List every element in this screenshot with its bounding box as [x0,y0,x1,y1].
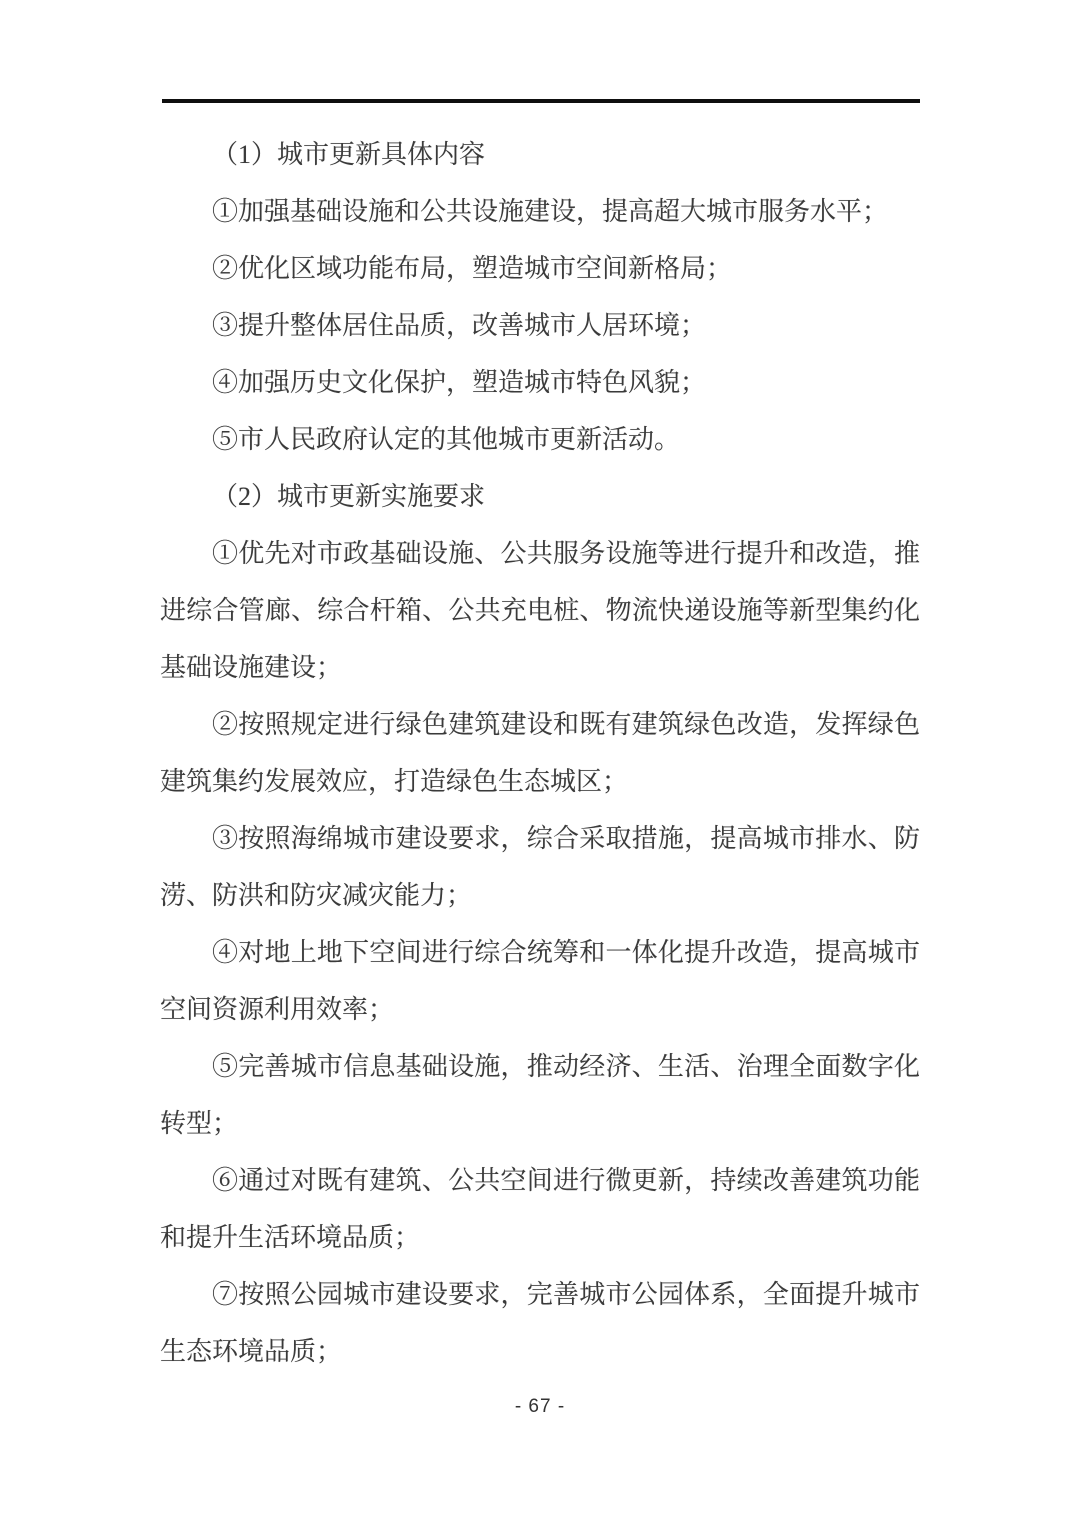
text-line: 和提升生活环境品质； [160,1223,421,1252]
text-line: ⑤完善城市信息基础设施，推动经济、生活、治理全面数字化 [212,1052,920,1081]
text-line: ③提升整体居住品质，改善城市人居环境； [212,311,707,340]
text-line: ①加强基础设施和公共设施建设，提高超大城市服务水平； [212,197,889,226]
text-line: 转型； [160,1109,239,1138]
text-line: ⑦按照公园城市建设要求，完善城市公园体系，全面提升城市 [212,1280,920,1309]
page-number: - 67 - [514,1396,566,1417]
text-line: 空间资源利用效率； [160,995,395,1024]
text-line: 建筑集约发展效应，打造绿色生态城区； [160,767,629,796]
text-line: ③按照海绵城市建设要求，综合采取措施，提高城市排水、防 [212,824,920,853]
header-rule [162,99,920,103]
text-line: ⑤市人民政府认定的其他城市更新活动。 [212,425,681,454]
text-line: 进综合管廊、综合杆箱、公共充电桩、物流快递设施等新型集约化 [160,596,920,625]
text-line: 生态环境品质； [160,1337,343,1366]
text-line: ④对地上地下空间进行综合统筹和一体化提升改造，提高城市 [212,938,920,967]
text-line: 涝、防洪和防灾减灾能力； [160,881,473,910]
text-line: ②优化区域功能布局，塑造城市空间新格局； [212,254,733,283]
text-line: ②按照规定进行绿色建筑建设和既有建筑绿色改造，发挥绿色 [212,710,920,739]
text-line: 基础设施建设； [160,653,343,682]
text-line: ④加强历史文化保护，塑造城市特色风貌； [212,368,707,397]
text-line: ⑥通过对既有建筑、公共空间进行微更新，持续改善建筑功能 [212,1166,920,1195]
text-line: （2）城市更新实施要求 [212,482,486,511]
document-body [160,126,920,1380]
text-line: （1）城市更新具体内容 [212,140,486,169]
text-line: ①优先对市政基础设施、公共服务设施等进行提升和改造，推 [212,539,920,568]
